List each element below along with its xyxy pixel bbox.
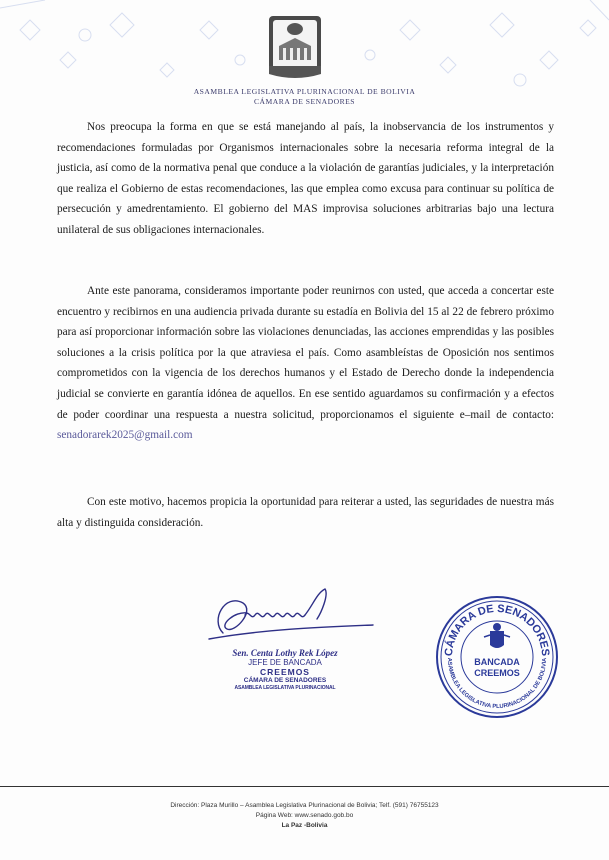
footer-city: La Paz -Bolivia: [281, 822, 328, 829]
footer-divider: [0, 786, 609, 787]
body-paragraph-1: [57, 117, 554, 241]
contact-email[interactable]: senadorarek2025@gmail.com: [57, 429, 193, 442]
stamp-bottom-text: ASAMBLEA LEGISLATIVA PLURINACIONAL DE BOLIVIA: [445, 657, 549, 711]
body-paragraph-3: [57, 492, 554, 533]
official-stamp: [434, 595, 560, 719]
signatory-assembly: ASAMBLEA LEGISLATIVA PLURINACIONAL: [234, 685, 336, 691]
signatory-block: [210, 648, 360, 692]
stamp-center-line-1: BANCADA: [474, 657, 520, 667]
paragraph-2-text: Ante este panorama, consideramos importante poder reunirnos con usted, que acceda a concertar este encuentro y recibirnos en una audiencia privada durante su estadía en Bolivia del 15 al 22 de febrero próximo para así proporcionar información sobre las violaciones denunciadas, las acciones emprendidas y las posibles soluciones a la crisis política por la que atraviesa el país. Como asambleístas de Oposición nos sentimos comprometidos con la vigencia de los derechos humanos y el Estado de Derecho donde la independencia judicial se convierte en garantía idónea de aquellos. En ese sentido aguardamos su confirmación y a efectos de poder coordinar una respuesta a nuestra solicitud, proporcionamos el siguiente e–mail de contacto:: [57, 285, 554, 421]
paragraph-3-text: Con este motivo, hacemos propicia la oportunidad para reiterar a usted, las seguridades de nuestra más alta y distinguida consideración.: [57, 496, 554, 529]
stamp-emblem-icon: [484, 623, 510, 648]
paragraph-1-text: Nos preocupa la forma en que se está manejando al país, la inobservancia de los instrumentos y recomendaciones formuladas por Organismos internacionales sobre la necesaria reforma integral de la justicia, así como de la normativa penal que conduce a la violación de garantías judiciales, y la interpretación que realiza el Gobierno de estas recomendaciones, las que emplea como excusa para continuar su política de persecución y amedrentamiento. El gobierno del MAS improvisa soluciones arbitrarias bajo una lectura unilateral de sus obligaciones internacionales.: [57, 121, 554, 236]
signatory-name: Sen. Centa Lothy Rek López: [232, 648, 338, 658]
chamber-name: CÁMARA DE SENADORES: [253, 97, 356, 106]
signatory-party: CREEMOS: [260, 667, 310, 677]
stamp-center-line-2: CREEMOS: [474, 668, 520, 678]
footer-website[interactable]: Página Web: www.senado.gob.bo: [255, 812, 354, 819]
handwritten-signature: [205, 585, 380, 650]
signatory-chamber: CÁMARA DE SENADORES: [243, 677, 327, 684]
body-paragraph-2: [57, 281, 554, 446]
assembly-crest-icon: [267, 14, 323, 82]
institution-name: ASAMBLEA LEGISLATIVA PLURINACIONAL DE BOLIVIA: [193, 87, 416, 96]
stamp-top-text: CÁMARA DE SENADORES: [442, 602, 552, 657]
footer-address: Dirección: Plaza Murillo – Asamblea Legislativa Plurinacional de Bolivia; Telf. (591) 76755123: [170, 802, 439, 809]
signatory-role: JEFE DE BANCADA: [248, 658, 322, 667]
